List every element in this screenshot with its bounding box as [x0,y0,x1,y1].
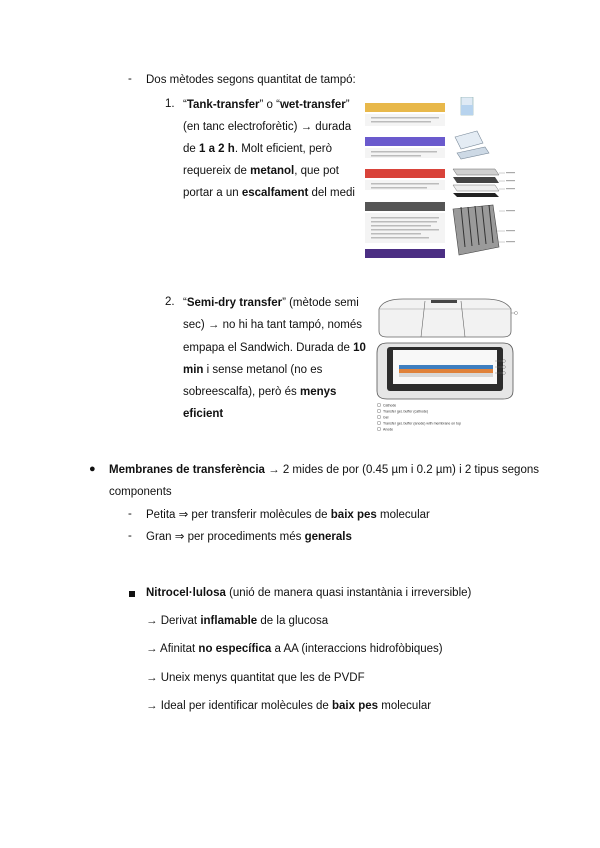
svg-text:Cathode: Cathode [383,403,397,408]
membranes-small: Petita ⇒ per transferir molècules de baix pes molecular [146,509,430,521]
step-bar-gold [365,103,445,112]
item2-line1: “Semi-dry transfer” (mètode semi [183,297,359,309]
item2-line6: eficient [183,408,224,420]
item1-line5: portar a un escalfament del medi [183,187,355,199]
item2-line4: min i sense metanol (no es [183,364,323,376]
nitrocellulose-heading: Nitrocel·lulosa (unió de manera quasi instantània i irreversible) [146,587,472,599]
tank-transfer-figure [365,97,515,267]
nitro-point-3: → Uneix menys quantitat que les de PVDF [146,672,365,684]
item1-line2: (en tanc electroforètic) → durada [183,121,352,133]
membrane-layer-orange [399,369,493,373]
step-bar-gray [365,202,445,211]
membranes-large: Gran ⇒ per procediments més generals [146,531,352,543]
item2-line5: sobreescalfa), però és menys [183,386,337,398]
item1-line1: “Tank-transfer” o “wet-transfer” [183,99,350,111]
bullet-dot: ● [89,463,96,475]
nitro-point-4: → Ideal per identificar molècules de baix pes molecular [146,700,432,712]
methods-intro: Dos mètodes segons quantitat de tampó: [146,74,356,86]
svg-text:Anode: Anode [383,427,394,432]
item2-line2: sec) → no hi ha tant tampó, només [183,319,362,331]
step-bar-purple [365,137,445,146]
list-dash: - [128,73,132,85]
item1-line4: requereix de metanol, que pot [183,165,339,177]
membranes-line1: Membranes de transferència → 2 mides de por (0.45 µm i 0.2 µm) i 2 tipus segons [109,464,539,476]
nitro-point-1: → Derivat inflamable de la glucosa [146,615,329,627]
list-dash: - [128,530,132,542]
semidry-transfer-figure [373,295,518,437]
square-bullet [129,591,135,597]
membranes-line2: components [109,486,172,498]
item2-line3: empapa el Sandwich. Durada de 10 [183,342,366,354]
list-number-1: 1. [165,98,175,110]
step-bar-indigo [365,249,445,258]
gel-layer-blue [399,365,493,369]
svg-text:Gel: Gel [383,415,389,420]
list-dash: - [128,508,132,520]
list-number-2: 2. [165,296,175,308]
svg-text:Transfer gel, buffer (cathode): Transfer gel, buffer (cathode) [383,409,429,414]
item1-line3: de 1 a 2 h. Molt eficient, però [183,143,332,155]
nitro-point-2: → Afinitat no específica a AA (interaccions hidrofòbiques) [146,643,443,655]
step-bar-red [365,169,445,178]
svg-text:Transfer gel, buffer (anode) w: Transfer gel, buffer (anode) with membrane on top [383,421,462,426]
